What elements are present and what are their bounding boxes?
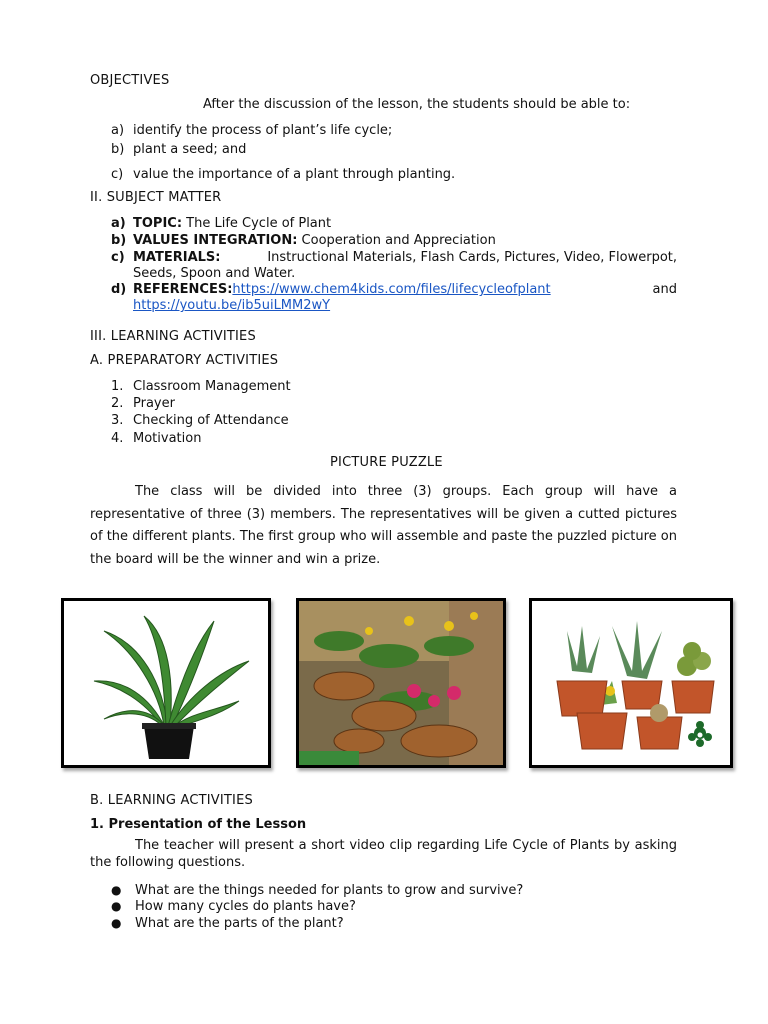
objectives-intro: After the discussion of the lesson, the students should be able to: [203,97,631,112]
values-label: VALUES INTEGRATION: [133,233,298,248]
b-learning-activities-heading: B. LEARNING ACTIVITIES [90,793,253,808]
step-text: Classroom Management [133,379,291,394]
references-and: and [652,282,677,297]
bullet-icon: ● [111,883,122,897]
preparatory-step [111,431,201,446]
values-text: Cooperation and Appreciation [297,233,496,248]
question-text: What are the parts of the plant? [135,916,344,931]
presentation-paragraph: The teacher will present a short video clip regarding Life Cycle of Plants by asking the following questions. [90,838,677,870]
question-text: What are the things needed for plants to grow and survive? [135,883,524,898]
step-text: Checking of Attendance [133,413,289,428]
step-text: Prayer [133,396,175,411]
learning-activities-heading: III. LEARNING ACTIVITIES [90,329,256,344]
materials-label: MATERIALS: [133,250,221,265]
objective-item [111,167,455,182]
objective-item [111,123,392,138]
materials-marker: c) [111,250,125,265]
subject-values [111,233,496,248]
presentation-of-lesson-heading: 1. Presentation of the Lesson [90,817,307,832]
objective-marker: b) [111,142,125,157]
objectives-heading: OBJECTIVES [90,73,170,88]
step-number: 3. [111,413,124,428]
topic-label: TOPIC: [133,216,183,231]
subject-topic [111,216,331,231]
materials-text-line1: Instructional Materials, Flash Cards, Pictures, Video, Flowerpot, [267,250,677,265]
objective-marker: a) [111,123,125,138]
bullet-icon: ● [111,916,122,930]
topic-marker: a) [111,216,126,231]
topic-text: The Life Cycle of Plant [182,216,332,231]
step-text: Motivation [133,431,202,446]
objective-text: value the importance of a plant through planting. [133,167,456,182]
plant-image-orchids [296,598,506,768]
plant-image-succulents [529,598,733,768]
question-item [111,899,356,914]
preparatory-activities-heading: A. PREPARATORY ACTIVITIES [90,353,279,368]
picture-puzzle-paragraph: The class will be divided into three (3) groups. Each group will have a representative of three (3) members. The representatives will be given a cutted pictures of the different plants. The first group who will assemble and paste the puzzled picture on the board will be the winner and win a prize. [90,484,677,567]
subject-matter-heading: II. SUBJECT MATTER [90,190,222,205]
picture-puzzle-title: PICTURE PUZZLE [330,455,443,470]
objective-text: identify the process of plant’s life cycle; [133,123,393,138]
step-number: 4. [111,431,124,446]
objective-marker: c) [111,167,124,182]
reference-link-youtube[interactable]: https://youtu.be/ib5uiLMM2wY [133,298,331,313]
subject-materials [111,250,677,265]
objective-text: plant a seed; and [133,142,247,157]
step-number: 1. [111,379,124,394]
materials-text-line2: Seeds, Spoon and Water. [133,266,296,281]
question-item [111,883,523,898]
references-label: REFERENCES: [133,282,233,297]
subject-references [111,282,677,297]
step-number: 2. [111,396,124,411]
preparatory-step [111,379,291,394]
reference-link-chem4kids[interactable]: https://www.chem4kids.com/files/lifecycleofplant [232,282,551,297]
references-marker: d) [111,282,127,297]
values-marker: b) [111,233,127,248]
plant-image-bird-of-paradise [61,598,271,768]
question-item [111,916,344,931]
bullet-icon: ● [111,899,122,913]
objective-item [111,142,246,157]
question-text: How many cycles do plants have? [135,899,356,914]
preparatory-step [111,396,175,411]
preparatory-step [111,413,289,428]
